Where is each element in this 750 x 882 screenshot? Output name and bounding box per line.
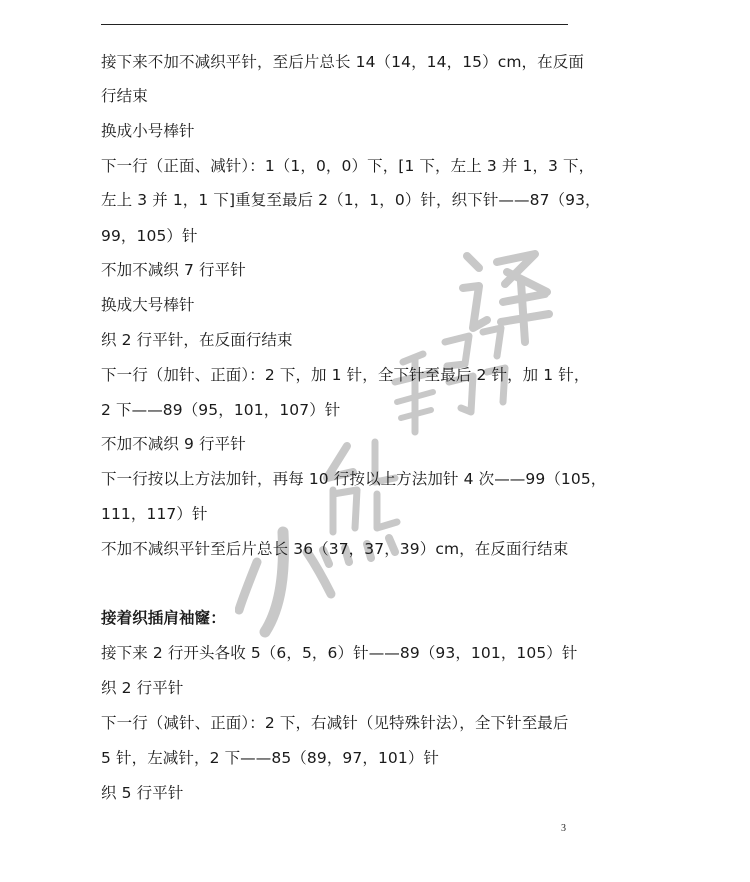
text-line: 织 2 行平针，在反面行结束 [101,331,293,349]
text-line: 下一行（加针、正面）：2 下，加 1 针，全下针至最后 2 针，加 1 针， [101,366,590,384]
section-heading: 接着织插肩袖窿： [101,609,226,627]
text-line: 99，105）针 [101,227,198,245]
text-line: 不加不减织 9 行平针 [101,435,246,453]
text-line: 5 针，左减针，2 下——85（89，97，101）针 [101,749,440,767]
page-number: 3 [561,823,566,834]
text-line: 不加不减织平针至后片总长 36（37，37，39）cm，在反面行结束 [101,540,569,558]
text-line: 织 2 行平针 [101,679,184,697]
text-line: 下一行（正面、减针）：1（1，0，0）下，[1 下，左上 3 并 1，3 下， [101,157,595,175]
text-line: 织 5 行平针 [101,784,184,802]
text-line: 换成小号棒针 [101,122,195,140]
watermark-logo [235,232,565,652]
text-line: 下一行（减针、正面）：2 下，右减针（见特殊针法），全下针至最后 [101,714,569,732]
text-line: 换成大号棒针 [101,296,195,314]
text-line: 行结束 [101,87,148,105]
text-line: 不加不减织 7 行平针 [101,261,246,279]
header-rule [101,24,568,25]
text-line: 111，117）针 [101,505,208,523]
text-line: 接下来不加不减织平针，至后片总长 14（14，14，15）cm，在反面 [101,53,584,71]
text-line: 2 下——89（95，101，107）针 [101,401,341,419]
text-line: 下一行按以上方法加针，再每 10 行按以上方法加针 4 次——99（105， [101,470,607,488]
text-line: 左上 3 并 1，1 下]重复至最后 2（1，1，0）针，织下针——87（93， [101,191,601,209]
text-line: 接下来 2 行开头各收 5（6，5，6）针——89（93，101，105）针 [101,644,578,662]
